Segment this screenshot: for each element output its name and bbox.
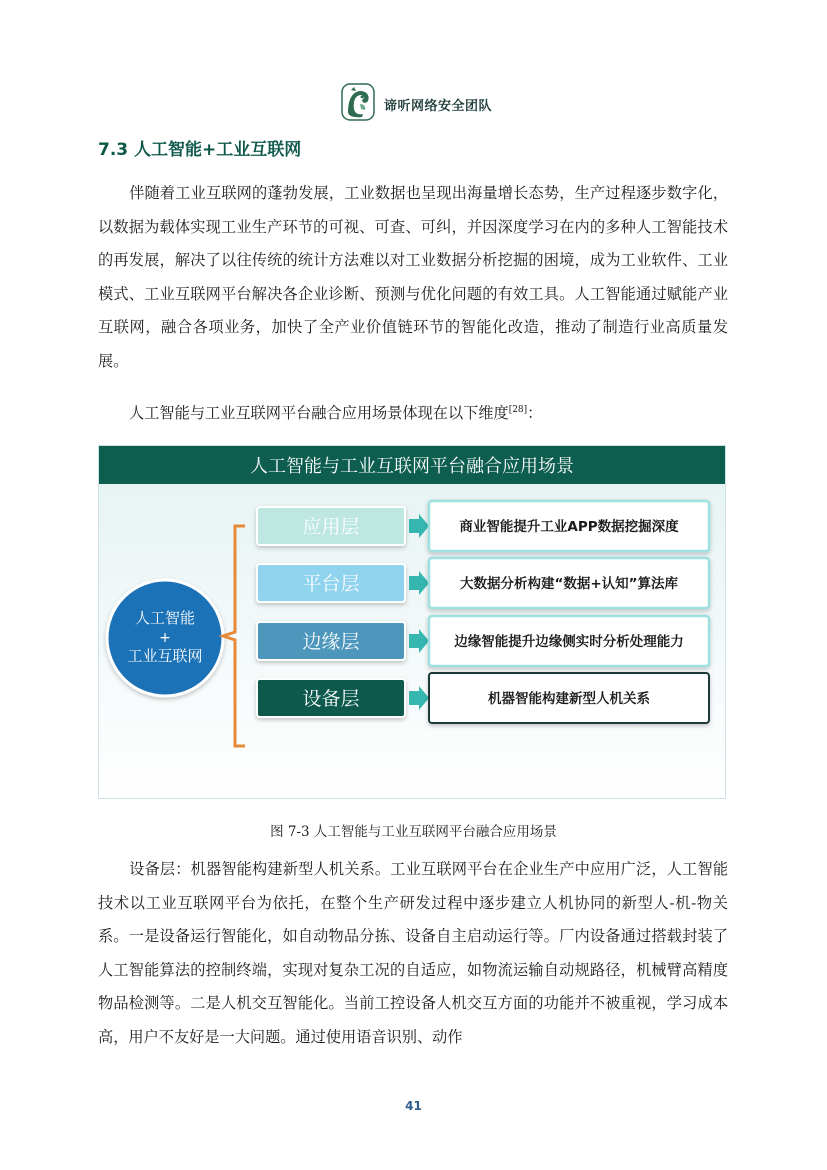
center-label-line3: 工业互联网 [127,647,203,665]
layer-row-1 [257,501,709,551]
page-number: 41 [405,1099,422,1113]
paragraph-lead-in [98,394,728,431]
layer-label: 边缘层 [302,631,360,653]
paragraph-device-layer-text: 设备层：机器智能构建新型人机关系。工业互联网平台在企业生产中应用广泛，人工智能技术以工业互联网平台为依托，在整个生产研发过程中逐步建立人机协同的新型人-机-物关系。一是设备运行智能化，如自动物品分拣、设备自主启动运行等。厂内设备通过搭载封装了人工智能算法的控制终端，实现对复杂工况的自适应，如物流运输自动规路径，机械臂高精度物品检测等。二是人机交互智能化。当前工控设备人机交互方面的功能并不被重视，学习成本高，用户不友好是一大问题。通过使用语音识别、动作 [98,860,728,1046]
figure-caption: 图 7-3 人工智能与工业互联网平台融合应用场景 [270,824,557,840]
paragraph-intro [98,177,728,378]
citation-ref[interactable]: [28] [508,405,528,415]
figure-banner-title: 人工智能与工业互联网平台融合应用场景 [250,456,574,477]
figure-application-scenarios [98,445,726,799]
layer-desc: 商业智能提升工业APP数据挖掘深度 [459,519,679,535]
paragraph-lead-in-text: 人工智能与工业互联网平台融合应用场景体现在以下维度 [129,404,509,423]
layer-row-2 [257,558,709,608]
layer-row-4 [257,673,709,723]
layer-row-3 [257,616,709,666]
paragraph-device-layer [98,853,728,1054]
layer-desc: 边缘智能提升边缘侧实时分析处理能力 [454,634,684,650]
team-name: 谛听网络安全团队 [384,99,493,114]
layer-label: 应用层 [302,516,360,538]
layer-label: 设备层 [302,688,360,710]
layer-desc: 大数据分析构建“数据+认知”算法库 [459,576,679,592]
page-header [0,82,827,126]
center-label-line2: + [159,630,171,646]
section-title: 7.3 人工智能+工业互联网 [98,140,302,160]
center-label-line1: 人工智能 [134,609,196,627]
paragraph-lead-in-end: ： [527,404,543,423]
paragraph-intro-text: 伴随着工业互联网的蓬勃发展，工业数据也呈现出海量增长态势，生产过程逐步数字化，以数据为载体实现工业生产环节的可视、可查、可纠，并因深度学习在内的多种人工智能技术的再发展，解决了以往传统的统计方法难以对工业数据分析挖掘的困境，成为工业软件、工业模式、工业互联网平台解决各企业诊断、预测与优化问题的有效工具。人工智能通过赋能产业互联网，融合各项业务，加快了全产业价值链环节的智能化改造，推动了制造行业高质量发展。 [98,184,728,370]
figure-diagram [99,446,725,798]
layer-label: 平台层 [302,573,360,595]
mascot-logo-icon [340,82,376,122]
layer-desc: 机器智能构建新型人机关系 [488,691,650,707]
